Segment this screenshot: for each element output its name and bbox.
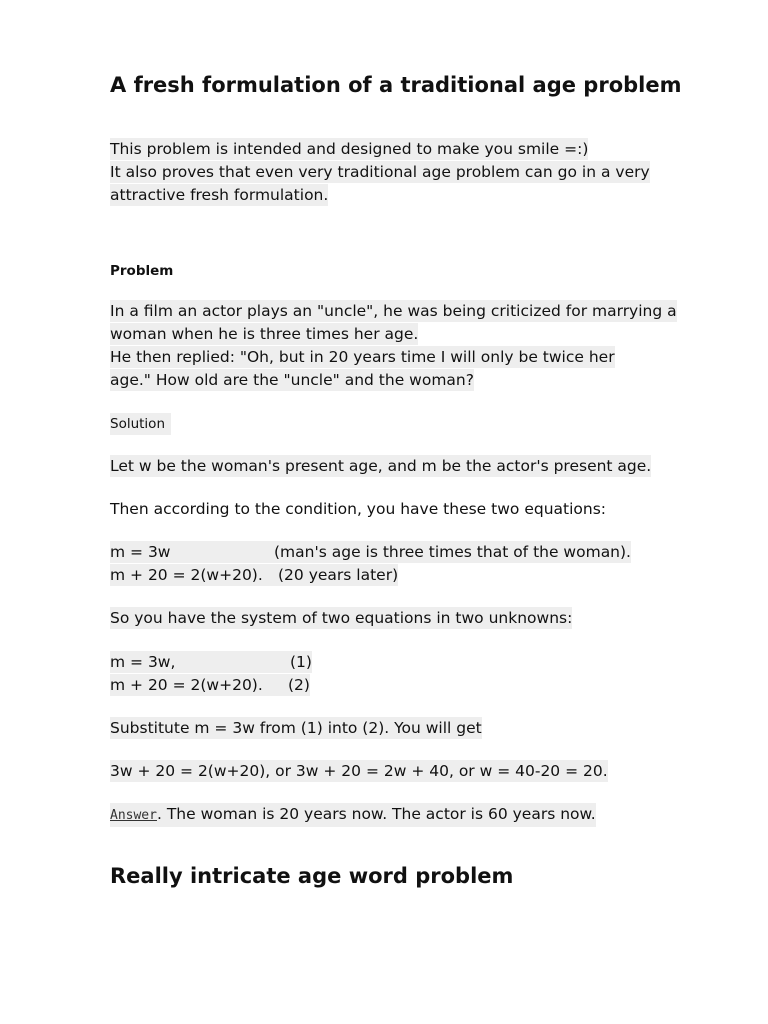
intro-line-2: It also proves that even very traditional age problem can go in a very [110,163,650,181]
problem-heading: Problem [110,263,174,279]
equation-2-left: m + 20 = 2(w+20). [110,566,263,584]
result-line: 3w + 20 = 2(w+20), or 3w + 20 = 2w + 40, or w = 40-20 = 20. [110,762,608,780]
system-equation-2 [110,674,310,696]
system-equation-2-left: m + 20 = 2(w+20). [110,676,263,694]
let-line: Let w be the woman's present age, and m be the actor's present age. [110,457,652,475]
equation-1-right: (man's age is three times that of the woman). [274,543,631,561]
problem-line-2: woman when he is three times her age. [110,325,419,343]
answer-line [110,803,596,827]
intro-line-1: This problem is intended and designed to make you smile =:) [110,140,589,158]
answer-label: Answer [110,808,157,823]
then-line: Then according to the condition, you have these two equations: [110,500,606,518]
system-equation-2-label: (2) [288,676,310,694]
answer-text: . The woman is 20 years now. The actor is 60 years now. [156,805,596,823]
system-equation-1-label: (1) [290,653,312,671]
equation-1-left: m = 3w [110,543,171,561]
equation-2 [110,564,398,586]
equation-2-right: (20 years later) [278,566,399,584]
system-line: So you have the system of two equations in two unknowns: [110,609,573,627]
problem-line-3: He then replied: "Oh, but in 20 years time I will only be twice her [110,348,615,366]
next-section-heading: Really intricate age word problem [110,864,514,888]
intro-line-3: attractive fresh formulation. [110,186,329,204]
problem-line-1: In a film an actor plays an "uncle", he was being criticized for marrying a [110,302,677,320]
equation-1 [110,541,631,563]
substitute-line: Substitute m = 3w from (1) into (2). You will get [110,719,482,737]
system-equation-1 [110,651,312,673]
solution-heading: Solution [110,413,171,435]
system-equation-1-left: m = 3w, [110,653,176,671]
page-title: A fresh formulation of a traditional age problem [110,73,682,97]
problem-line-4: age." How old are the "uncle" and the woman? [110,371,474,389]
